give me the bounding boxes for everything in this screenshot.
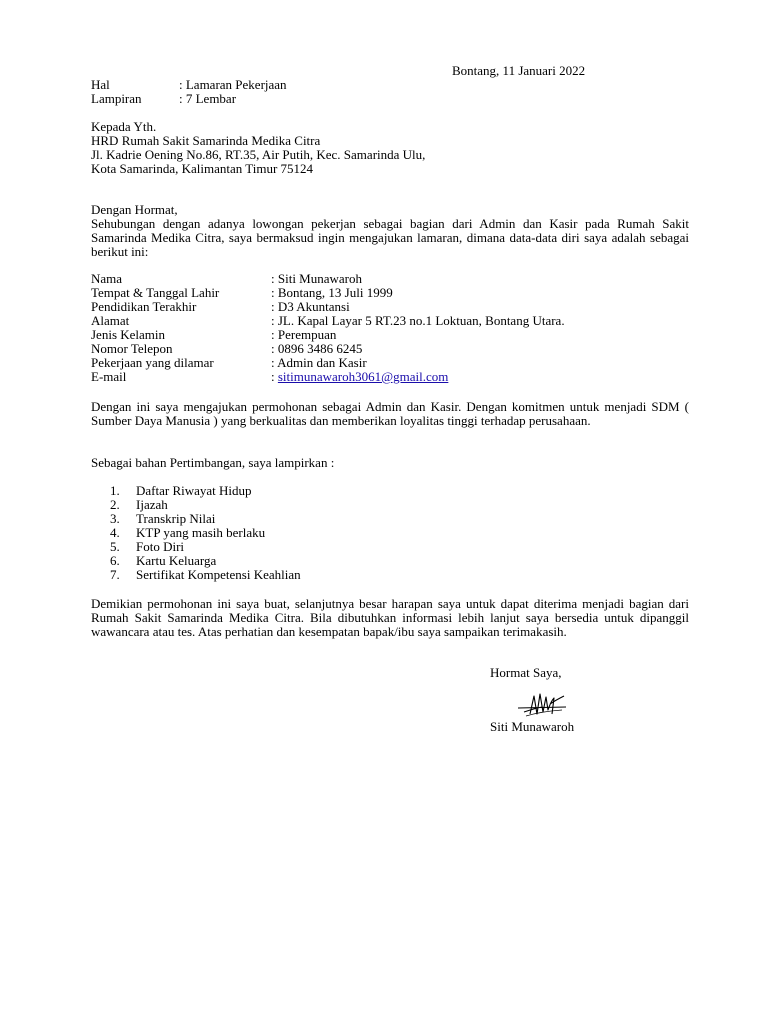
list-item bbox=[110, 568, 301, 582]
recipient-line: Kepada Yth. bbox=[91, 119, 157, 134]
list-number: 2. bbox=[110, 497, 120, 512]
list-text: Sertifikat Kompetensi Keahlian bbox=[136, 567, 301, 582]
meta-value: : Lamaran Pekerjaan bbox=[179, 77, 287, 92]
meta-row-attachment bbox=[91, 92, 287, 106]
detail-value bbox=[271, 370, 448, 384]
detail-row-email bbox=[91, 370, 689, 384]
detail-value: : Perempuan bbox=[271, 327, 337, 342]
detail-label: Tempat & Tanggal Lahir bbox=[91, 285, 220, 300]
list-item bbox=[110, 554, 301, 568]
list-item bbox=[110, 512, 301, 526]
details-table bbox=[91, 272, 689, 384]
signature-image bbox=[516, 688, 570, 720]
detail-row-education bbox=[91, 300, 689, 314]
signoff: Hormat Saya, bbox=[490, 665, 562, 680]
list-text: Transkrip Nilai bbox=[136, 511, 216, 526]
detail-row-gender bbox=[91, 328, 689, 342]
detail-value: : Admin dan Kasir bbox=[271, 355, 367, 370]
detail-label: Nomor Telepon bbox=[91, 341, 173, 356]
list-number: 5. bbox=[110, 539, 120, 554]
list-text: KTP yang masih berlaku bbox=[136, 525, 266, 540]
letter-date: Bontang, 11 Januari 2022 bbox=[452, 63, 586, 78]
list-number: 6. bbox=[110, 553, 120, 568]
detail-label: Pekerjaan yang dilamar bbox=[91, 355, 214, 370]
detail-label: Nama bbox=[91, 271, 123, 286]
commitment-paragraph: Dengan ini saya mengajukan permohonan sebagai Admin dan Kasir. Dengan komitmen untuk menjadi SDM ( Sumber Daya Manusia ) yang berkualitas dan memberikan loyalitas tinggi terhadap perusahaan. bbox=[91, 399, 689, 428]
recipient-block bbox=[91, 120, 689, 176]
detail-row-name bbox=[91, 272, 689, 286]
attachments-intro: Sebagai bahan Pertimbangan, saya lampirkan : bbox=[91, 455, 335, 470]
attachments-list bbox=[110, 484, 301, 582]
list-text: Ijazah bbox=[136, 497, 168, 512]
meta-label: Lampiran bbox=[91, 91, 142, 106]
detail-value: : JL. Kapal Layar 5 RT.23 no.1 Loktuan, Bontang Utara. bbox=[271, 313, 565, 328]
detail-value: : 0896 3486 6245 bbox=[271, 341, 363, 356]
recipient-line: Jl. Kadrie Oening No.86, RT.35, Air Putih, Kec. Samarinda Ulu, bbox=[91, 147, 426, 162]
list-text: Foto Diri bbox=[136, 539, 185, 554]
signer-name: Siti Munawaroh bbox=[490, 719, 575, 734]
detail-label: Pendidikan Terakhir bbox=[91, 299, 197, 314]
detail-value: : Bontang, 13 Juli 1999 bbox=[271, 285, 393, 300]
detail-row-phone bbox=[91, 342, 689, 356]
meta-label: Hal bbox=[91, 77, 110, 92]
list-item bbox=[110, 540, 301, 554]
detail-row-position bbox=[91, 356, 689, 370]
list-item bbox=[110, 526, 301, 540]
list-text: Daftar Riwayat Hidup bbox=[136, 483, 252, 498]
closing-paragraph: Demikian permohonan ini saya buat, selanjutnya besar harapan saya untuk dapat diterima menjadi bagian dari Rumah Sakit Samarinda Medika Citra. Bila dibutuhkan informasi lebih lanjut saya bersedia untuk dipanggil wawancara atau tes. Atas perhatian dan kesempatan bapak/ibu saya sampaikan terimakasih. bbox=[91, 596, 689, 639]
detail-label: Jenis Kelamin bbox=[91, 327, 166, 342]
list-item bbox=[110, 484, 301, 498]
list-item bbox=[110, 498, 301, 512]
list-number: 4. bbox=[110, 525, 120, 540]
letter-meta bbox=[91, 78, 287, 106]
list-number: 3. bbox=[110, 511, 120, 526]
list-number: 7. bbox=[110, 567, 120, 582]
detail-row-address bbox=[91, 314, 689, 328]
email-link[interactable]: sitimunawaroh3061@gmail.com bbox=[277, 369, 449, 384]
recipient-line: Kota Samarinda, Kalimantan Timur 75124 bbox=[91, 161, 314, 176]
detail-value: : Siti Munawaroh bbox=[271, 271, 362, 286]
greeting: Dengan Hormat, bbox=[91, 202, 178, 217]
detail-value: : D3 Akuntansi bbox=[271, 299, 350, 314]
meta-row-subject bbox=[91, 78, 287, 92]
detail-label: Alamat bbox=[91, 313, 130, 328]
detail-label: E-mail bbox=[91, 369, 127, 384]
intro-paragraph: Sehubungan dengan adanya lowongan pekerjan sebagai bagian dari Admin dan Kasir pada Rumah Sakit Samarinda Medika Citra, saya bermaksud ingin mengajukan lamaran, dimana data-data diri saya adalah sebagai berikut ini: bbox=[91, 216, 689, 259]
recipient-line: HRD Rumah Sakit Samarinda Medika Citra bbox=[91, 133, 321, 148]
detail-row-birth bbox=[91, 286, 689, 300]
list-text: Kartu Keluarga bbox=[136, 553, 217, 568]
meta-value: : 7 Lembar bbox=[179, 91, 237, 106]
list-number: 1. bbox=[110, 483, 120, 498]
email-colon: : bbox=[271, 369, 278, 384]
